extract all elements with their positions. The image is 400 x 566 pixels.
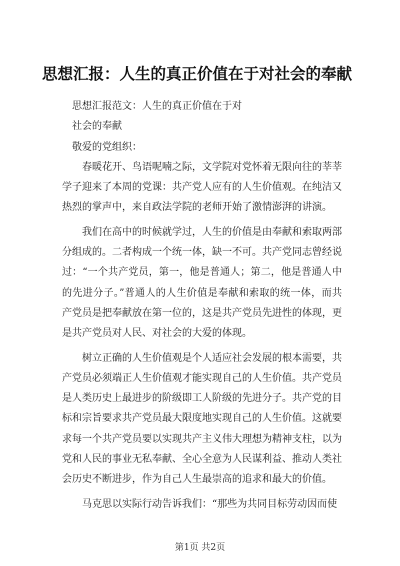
intro-line-2: 社会的奉献 <box>72 121 122 133</box>
page-footer: 第1页 共2页 <box>174 543 226 553</box>
document-body <box>62 97 342 515</box>
paragraph-1: 春暖花开、鸟语呢喃之际，文学院对党怀着无限向往的莘莘学子迎来了本周的党课：共产党人应有的人生价值观。在纯洁又热烈的掌声中，来自政法学院的老师开始了激情澎湃的讲演。 <box>62 161 342 214</box>
document-title: 思想汇报：人生的真正价值在于对社会的奉献 <box>42 65 353 83</box>
intro-line-1: 思想汇报范文：人生的真正价值在于对 <box>72 101 242 112</box>
salutation: 敬爱的党组织： <box>72 141 142 153</box>
paragraph-4: 马克思以实际行动告诉我们：“那些为共同目标劳动因而使 <box>82 498 338 510</box>
paragraph-3: 树立正确的人生价值观是个人适应社会发展的根本需要，共产党员必须端正人生价值观才能实现自己的人生价值。共产党员是人类历史上最进步的阶级即工人阶级的先进分子。共产党的目标和宗旨要求共产党员最大限度地实现自己的人生价值。这就要求每一个共产党员要以实现共产主义伟大理想为精神支柱，以为党和人民的事业无私奉献、全心全意为人民谋利益、推动人类社会历史不断进步，作为自己人生最崇高的追求和最大的价值。 <box>62 352 342 486</box>
paragraph-2: 我们在高中的时候就学过，人生的价值是由奉献和索取两部分组成的。二者构成一个统一体，缺一不可。共产党同志曾经说过：“一个共产党员，第一，他是普通人；第二，他是普通人中的先进分子。”普通人的人生价值是奉献和索取的统一体，而共产党员是把奉献放在第一位的，这是共产党员先进性的体现，更是共产党员对人民、对社会的大爱的体现。 <box>62 226 342 340</box>
